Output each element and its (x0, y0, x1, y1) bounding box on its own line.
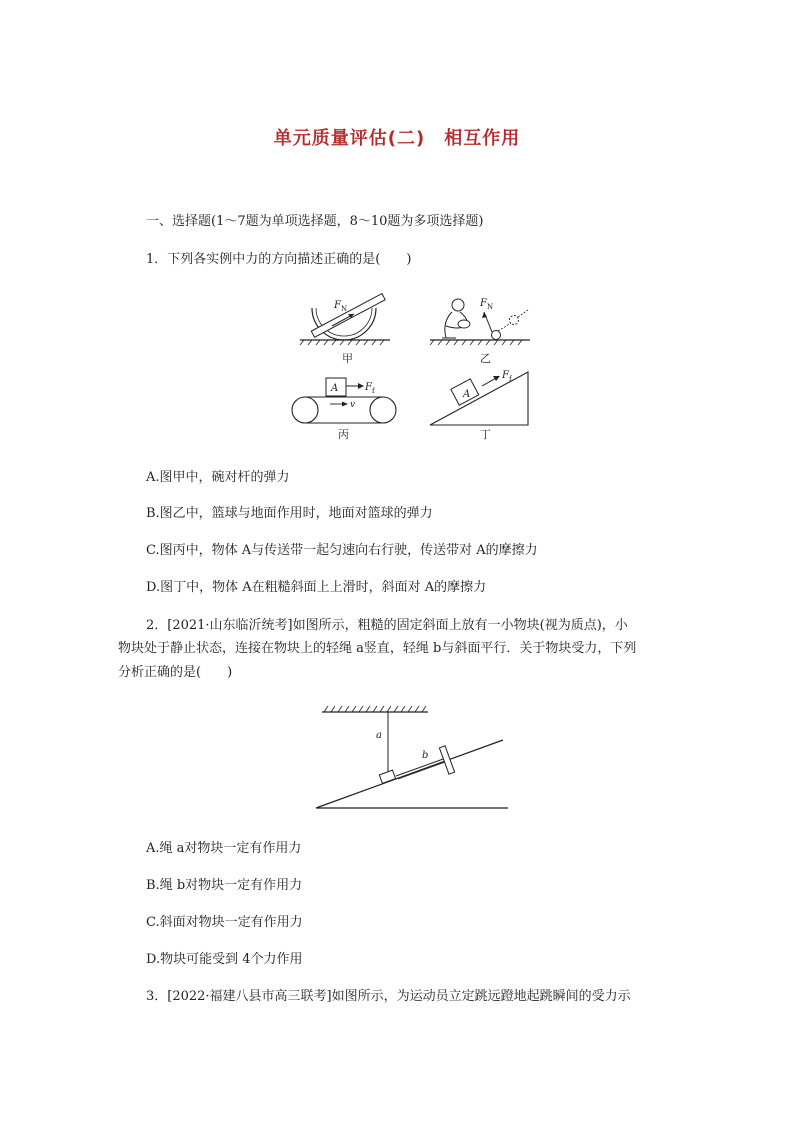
panel-bing-conveyor (292, 378, 396, 440)
force-ff-subscript: f (372, 387, 375, 395)
block-a-label-2: A (463, 389, 471, 400)
force-fn-subscript-2: N (487, 303, 494, 311)
page-title: 单元质量评估(二) 相互作用 (273, 128, 521, 149)
question-2-stem-line-1: 2．[2021·山东临沂统考]如图所示，粗糙的固定斜面上放有一小物块(视为质点)，小 (146, 618, 628, 633)
force-ff-label-2: F (502, 370, 509, 381)
panel-label-yi: 乙 (480, 352, 491, 365)
force-fn-label-2: F (480, 298, 487, 309)
panel-yi-basketball (430, 298, 530, 365)
panel-label-jia: 甲 (342, 352, 353, 365)
rope-b-label: b (422, 750, 429, 761)
question-1-option-b: B.图乙中，篮球与地面作用时，地面对篮球的弹力 (146, 506, 433, 521)
panel-label-bing: 丙 (338, 428, 349, 440)
question-1-figure (280, 290, 540, 440)
question-2-stem-line-2: 物块处于静止状态，连接在物块上的轻绳 a竖直，轻绳 b与斜面平行．关于物块受力，下列 (118, 641, 637, 656)
question-1-option-d: D.图丁中，物体 A在粗糙斜面上上滑时，斜面对 A的摩擦力 (146, 580, 487, 595)
question-2-option-a: A.绳 a对物块一定有作用力 (146, 841, 302, 856)
section-heading: 一、选择题(1～7题为单项选择题，8～10题为多项选择题) (146, 214, 484, 229)
block-a-label: A (331, 383, 339, 394)
question-2-option-d: D.物块可能受到 4个力作用 (146, 952, 303, 967)
question-2-option-b: B.绳 b对物块一定有作用力 (146, 878, 303, 893)
velocity-label: v (350, 400, 356, 410)
question-1-option-c: C.图丙中，物体 A与传送带一起匀速向右行驶，传送带对 A的摩擦力 (146, 543, 538, 558)
question-2-figure (310, 700, 520, 815)
question-2-stem-line-3: 分析正确的是( ) (118, 665, 233, 680)
panel-jia-bowl-rod (300, 294, 390, 365)
rope-a-label: a (376, 730, 382, 741)
question-1-stem: 1．下列各实例中力的方向描述正确的是( ) (146, 252, 412, 267)
force-ff-label: F (365, 382, 372, 393)
panel-ding-incline (430, 370, 528, 440)
question-1-option-a: A.图甲中，碗对杆的弹力 (146, 470, 290, 485)
question-2-option-c: C.斜面对物块一定有作用力 (146, 915, 303, 930)
panel-label-ding: 丁 (480, 428, 491, 440)
force-ff-subscript-2: f (509, 375, 512, 383)
question-3-stem-line-1: 3．[2022·福建八县市高三联考]如图所示，为运动员立定跳远蹬地起跳瞬间的受力示 (146, 989, 631, 1004)
force-fn-subscript: N (341, 305, 348, 313)
force-fn-label: F (334, 300, 341, 311)
